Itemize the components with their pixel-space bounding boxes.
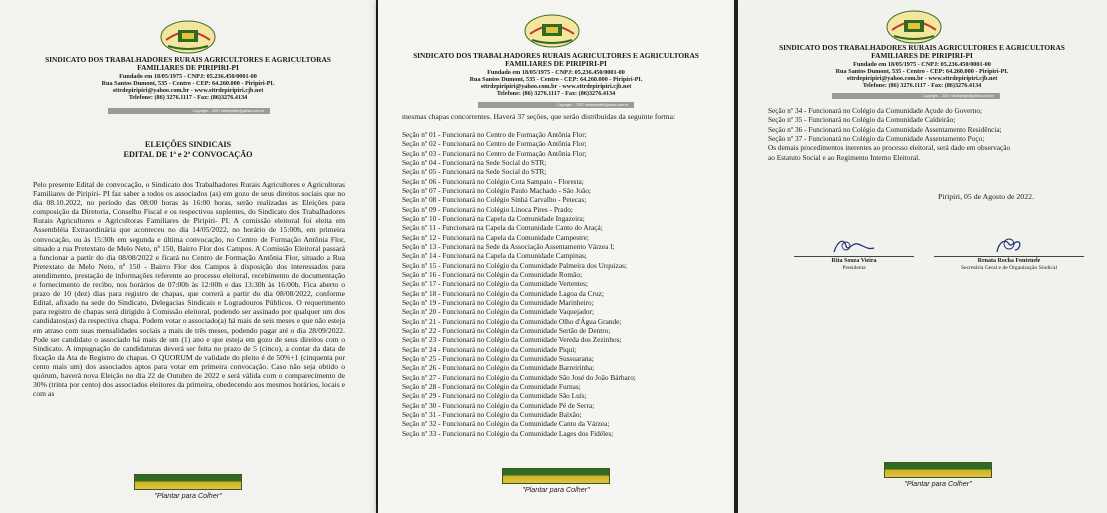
list-item: Seção nº 19 - Funcionará no Colégio da Comunidade Marinheiro; (402, 297, 594, 307)
edital-page-3 (738, 0, 1107, 513)
signature-secretary (934, 236, 1084, 272)
list-item: Seção nº 09 - Funcionará no Colégio Linoca Pires - Prado; (402, 204, 573, 214)
list-item: Seção nº 18 - Funcionará no Colégio da Comunidade Lagoa da Cruz; (402, 288, 604, 298)
president-name: Rita Souza Vieira (794, 256, 914, 265)
list-item: Seção nº 29 - Funcionará no Colégio da Comunidade São Luís; (402, 391, 587, 401)
list-item: Seção nº 30 - Funcionará no Colégio da Comunidade Pé de Serra; (402, 400, 595, 410)
copyright-bar: Copyright ... 2007 sttrdepiripiri@yahoo.com.br (108, 108, 270, 114)
slogan: "Plantar para Colher" (904, 479, 972, 488)
org-name-line1: SINDICATO DOS TRABALHADORES RURAIS AGRICULTORES E AGRICULTORAS (413, 51, 699, 60)
list-item: Seção nº 23 - Funcionará no Colégio da Comunidade Vereda dos Zezinhos; (402, 335, 622, 345)
copyright-bar: Copyright ... 2007 sttrdepiripiri@yahoo.com.br (478, 102, 634, 108)
edital-page-2 (378, 0, 734, 513)
edital-page-1 (0, 0, 376, 513)
title-line2: EDITAL DE 1ª e 2ª CONVOCAÇÃO (123, 150, 253, 159)
footer-banner (496, 468, 616, 494)
signature-scribble-icon (824, 236, 884, 256)
org-name-line2: FAMILIARES DE PIRIPIRI-PI (871, 51, 973, 61)
phone-line: Telefone: (86) 3276.1117 - Fax: (86)3276.4134 (128, 94, 248, 102)
field-image (884, 462, 992, 478)
address-line: Rua Santos Dumont, 535 - Centro - CEP: 64.260.000 - Piripiri-PI. (101, 80, 275, 88)
field-image (134, 474, 242, 490)
list-item: Seção nº 12 - Funcionará na Capela da Comunidade Campestre; (402, 232, 589, 242)
edital-body-text: Pelo presente Edital de convocação, o Sindicato dos Trabalhadores Rurais Agricultores e Agricultoras Familiares de Piripiri- PI faz saber a todos os associados (as) em gozo de seus direitos sociais que no dia 08.10.2022, no período das 08:00 horas às 16:00 horas, serão realizadas as Eleições para composição da Diretoria, Conselho Fiscal e os respectivos suplentes, do Sindicato dos Trabalhadores Rurais Agricultores e Agricultoras Familiares de Piripiri- PI. A comissão eleitoral foi eleita em Assembléia Extraordinária que aconteceu no dia 14/05/2022, no horário de 15:00h, em primeira convocação, ou às 15:30h em segunda e última convocação, no Centro de Formação Antônia Flor, situado a rua Pretextato de Melo Neto, nº 150, Bairro Flor dos Campos. A Comissão Eleitoral passará a funcionar a partir do dia 08/08/2022 e ficará no Centro de Formação Antônia Flor, situado a Rua Pretextato de Melo Neto, nº 150 - Bairro Flor dos Campos à disposição dos interessados para atendimento, prestação de informações referente ao processo eleitoral, recebimento de documentação e fornecimento de recibo, nos horários de 07:00h às 12:00h e das 13:30h às 16:00h. Fica aberto o prazo de 10 (dez) dias para registro de chapas, que correrá a partir do dia 08/08/2022, conforme Edital, afixado na sede do Sindicato, Delegacias Sindicais e Logradouros Públicos. O requerimento para registro de chapas será dirigido à Comissão eleitoral, podendo ser assinado por qualquer um dos candidatos(as) da respectiva chapa. Podem votar o associado(a) há mais de seis meses e que não esteja em atraso com suas mensalidades sociais a mais de três meses, podendo pagar até o dia 28/09/2022. Pode ser candidato o associado há mais de um (1) ano e que esteja em gozo de seus direitos com o Sindicato. A impugnação de candidaturas deverá ser feita no prazo de 5 (cinco), a contar da data de fixação da Ata de Registro de chapas. O QUORUM de validade do pleito é de 50%+1 (cinquenta por cento mais um) dos associados aptos para votar em primeira convocação. Caso não seja obtido o quórum, haverá nova Eleição no dia 22 de Outubro de 2022 e será válida com o comparecimento de 30% (trinta por cento) dos associados eleitores da primeira, obedecendo aos mesmos horários, locais e com as (33, 180, 345, 399)
address-line: Rua Santos Dumont, 535 - Centro - CEP: 64.260.000 - Piripiri-PI. (469, 76, 643, 84)
title-line1: ELEIÇÕES SINDICAIS (144, 140, 232, 149)
polling-sections-list (402, 130, 722, 438)
president-role: Presidenta (842, 265, 866, 271)
list-item: Seção nº 25 - Funcionará no Colégio da Comunidade Sussuarana; (402, 353, 594, 363)
date-line: Piripiri, 05 de Agosto de 2022. (938, 192, 1034, 201)
letterhead (20, 56, 356, 102)
list-item: Seção nº 35 - Funcionará no Colégio da Comunidade Caldeirão; (768, 115, 956, 125)
org-name-line1: SINDICATO DOS TRABALHADORES RURAIS AGRICULTORES E AGRICULTORAS (779, 43, 1065, 52)
founded-line: Fundado em 18/05/1975 - CNPJ: 05.236.450/0001-00 (119, 72, 257, 80)
list-item: Seção nº 02 - Funcionará no Centro de Formação Antônia Flor; (402, 139, 587, 149)
signature-scribble-icon (979, 236, 1039, 256)
list-item: Seção nº 21 - Funcionará no Colégio da Comunidade Olho d'Água Grande; (402, 316, 622, 326)
slogan: "Plantar para Colher" (522, 485, 590, 494)
footer-banner (128, 474, 248, 500)
list-item: Seção nº 37 - Funcionará no Colégio da Comunidade Assentamento Poço; (768, 133, 985, 143)
list-item: Seção nº 28 - Funcionará no Colégio da Comunidade Furnas; (402, 381, 581, 391)
address-line: Rua Santos Dumont, 535 - Centro - CEP: 64.260.000 - Piripiri-PI. (835, 68, 1009, 76)
list-item: Seção nº 34 - Funcionará no Colégio da Comunidade Açude do Governo; (768, 106, 983, 115)
list-item: Seção nº 32 - Funcionará no Colégio da Comunidade Canto da Várzea; (402, 419, 610, 429)
list-item: Seção nº 10 - Funcionará na Capela da Comunidade Ingazeira; (402, 213, 585, 223)
list-item: Seção nº 07 - Funcionará no Colégio Paulo Machado - São João; (402, 185, 591, 195)
org-name-line1: SINDICATO DOS TRABALHADORES RURAIS AGRICULTORES E AGRICULTORAS (45, 55, 331, 64)
list-item: Seção nº 06 - Funcionará no Colégio Cota Sampaio - Floresta; (402, 176, 584, 186)
copyright-bar: Copyright ... 2007 sttrdepiripiri@yahoo.com.br (832, 93, 1000, 99)
edital-continuation-text: mesmas chapas concorrentes. Haverá 37 seções, que serão distribuídas da seguinte forma: (402, 112, 676, 121)
slogan: "Plantar para Colher" (154, 491, 222, 500)
list-item: Seção nº 33 - Funcionará no Colégio da Comunidade Lages dos Fidéles; (402, 428, 614, 438)
signature-president (794, 236, 914, 272)
union-logo (886, 10, 942, 44)
list-item: Os demais procedimentos inerentes ao processo eleitoral, será dado em observação (768, 143, 1011, 153)
footer-banner (878, 462, 998, 488)
list-item: Seção nº 05 - Funcionará na Sede Social do STR; (402, 167, 547, 177)
list-item: Seção nº 24 - Funcionará no Colégio da Comunidade Piqui; (402, 344, 577, 354)
letterhead (392, 52, 720, 98)
email-line: sttrdepiripiri@yahoo.com.br - www.sttrdepiripiri.cjb.net (846, 75, 998, 83)
phone-line: Telefone: (86) 3276.1117 - Fax: (86)3276.4134 (496, 90, 616, 98)
org-name-line2: FAMILIARES DE PIRIPIRI-PI (505, 59, 607, 69)
list-item: Seção nº 04 - Funcionará na Sede Social do STR; (402, 157, 547, 167)
list-item: Seção nº 22 - Funcionará no Colégio da Comunidade Sertão de Dentro; (402, 325, 611, 335)
list-item: Seção nº 20 - Funcionará no Colégio da Comunidade Vaquejador; (402, 307, 595, 317)
list-item: Seção nº 36 - Funcionará no Colégio da Comunidade Assentamento Residência; (768, 124, 1002, 134)
list-item: Seção nº 08 - Funcionará no Colégio Sinhá Carvalho - Petecas; (402, 195, 587, 205)
list-item: Seção nº 14 - Funcionará na Capela da Comunidade Campinas; (402, 251, 587, 261)
list-item: Seção nº 03 - Funcionará no Centro de Formação Antônia Flor; (402, 148, 587, 158)
phone-line: Telefone: (86) 3276.1117 - Fax: (86)3276.4134 (862, 82, 982, 90)
secretary-name: Renata Rocha Fontenele (934, 256, 1084, 265)
field-image (502, 468, 610, 484)
secretary-role: Secretária Geral e de Organização Sindical (960, 265, 1058, 271)
edital-title (90, 140, 286, 160)
email-line: sttrdepiripiri@yahoo.com.br - www.sttrdepiripiri.cjb.net (480, 83, 632, 91)
union-logo (524, 14, 580, 48)
union-logo (160, 20, 216, 54)
list-item: Seção nº 15 - Funcionará no Colégio da Comunidade Palmeira dos Urquizas; (402, 260, 627, 270)
founded-line: Fundado em 18/05/1975 - CNPJ: 05.236.450/0001-00 (853, 60, 991, 68)
email-line: sttrdepiripiri@yahoo.com.br - www.sttrdepiripiri.cjb.net (112, 87, 264, 95)
founded-line: Fundado em 18/05/1975 - CNPJ: 05.236.450/0001-00 (487, 68, 625, 76)
list-item: ao Estatuto Social e ao Regimento Interno Eleitoral. (768, 152, 920, 162)
list-item: Seção nº 26 - Funcionará no Colégio da Comunidade Barreirinha; (402, 363, 595, 373)
list-item: Seção nº 11 - Funcionará na Capela da Comunidade Canto do Araçá; (402, 223, 603, 233)
org-name-line2: FAMILIARES DE PIRIPIRI-PI (137, 63, 239, 73)
polling-sections-list (768, 106, 1098, 162)
list-item: Seção nº 31 - Funcionará no Colégio da Comunidade Baixão; (402, 409, 582, 419)
list-item: Seção nº 13 - Funcionará na Sede da Associação Assentamento Várzea I; (402, 241, 615, 251)
letterhead (754, 44, 1090, 90)
list-item: Seção nº 01 - Funcionará no Centro de Formação Antônia Flor; (402, 130, 587, 139)
list-item: Seção nº 17 - Funcionará no Colégio da Comunidade Vertentes; (402, 279, 588, 289)
list-item: Seção nº 27 - Funcionará no Colégio da Comunidade São José do João Bárbaro; (402, 372, 636, 382)
list-item: Seção nº 16 - Funcionará no Colégio da Comunidade Romão; (402, 269, 582, 279)
